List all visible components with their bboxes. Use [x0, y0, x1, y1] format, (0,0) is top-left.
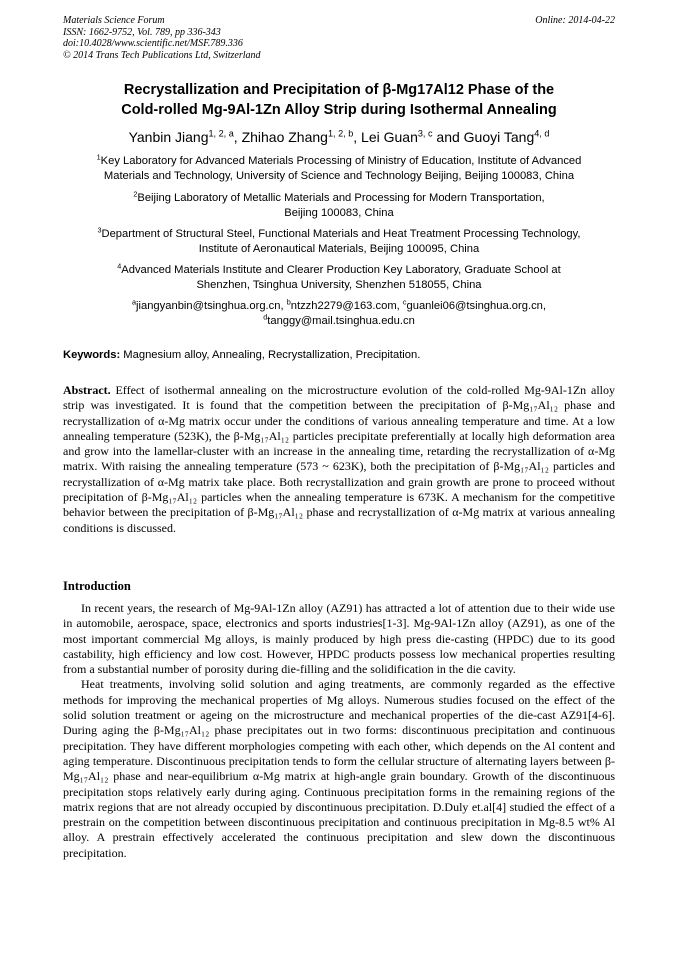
keywords-text: Magnesium alloy, Annealing, Recrystallization, Precipitation.: [120, 349, 421, 361]
author-list: [60, 128, 618, 146]
journal-header: [63, 15, 615, 61]
affiliation-sup: 1: [96, 152, 101, 162]
journal-copyright: © 2014 Trans Tech Publications Ltd, Switzerland: [63, 49, 261, 61]
author-affil-sup: 4, d: [534, 128, 550, 139]
email-sup: b: [286, 297, 291, 307]
email-sup: c: [402, 297, 407, 307]
email-link[interactable]: ntzzh2279@163.com,: [290, 300, 403, 312]
author-name: Zhihao Zhang: [241, 129, 328, 145]
keywords-label: Keywords:: [63, 349, 121, 361]
paper-title: [60, 80, 618, 120]
affiliation-sup: 3: [97, 225, 102, 235]
email-link[interactable]: guanlei06@tsinghua.org.cn,: [406, 300, 547, 312]
affiliation-line: Department of Structural Steel, Functional Materials and Heat Treatment Processing Technology,: [101, 228, 581, 240]
introduction-paragraph-1: In recent years, the research of Mg-9Al-1Zn alloy (AZ91) has attracted a lot of attention due to their wide use in automobile, aerospace, space, electronics and sports industries[1-3]. Mg-9Al-1Zn alloy (AZ91), as one of the most important commercial Mg alloys, is mainly produced by high press die-casting (HPDC) due to its good castability, high efficiency and low cost. However, HPDC products possess low mechanical properties resulting from a substantial number of porosity during die-filling and the solidification in the die cavity.: [63, 601, 615, 677]
introduction-body: [63, 601, 615, 861]
author-name: Guoyi Tang: [463, 129, 535, 145]
journal-issn: ISSN: 1662-9752, Vol. 789, pp 336-343: [63, 26, 221, 38]
author-separator: and: [432, 129, 464, 145]
affiliation-line: Key Laboratory for Advanced Materials Processing of Ministry of Education, Institute of Advanced: [100, 155, 582, 167]
author-affil-sup: 1, 2, a: [208, 128, 234, 139]
affiliation-line: Materials and Technology, University of Science and Technology Beijing, Beijing 100083, China: [103, 170, 575, 182]
abstract-label: Abstract.: [63, 383, 111, 397]
affiliation-line: Institute of Aeronautical Materials, Beijing 100095, China: [198, 243, 480, 255]
online-date: Online: 2014-04-22: [535, 15, 615, 26]
title-line-2: Cold-rolled Mg-9Al-1Zn Alloy Strip during Isothermal Annealing: [121, 102, 557, 118]
affiliation-sup: 4: [117, 261, 122, 271]
email-sup: d: [263, 312, 268, 322]
author-separator: ,: [233, 129, 242, 145]
affiliation-line: Advanced Materials Institute and Clearer Production Key Laboratory, Graduate School at: [121, 264, 561, 276]
abstract-text: Effect of isothermal annealing on the microstructure evolution of the cold-rolled Mg-9Al-1Zn alloy strip was investigated. It is found that the competition between the precipitation of β-Mg₁₇Al₁₂ phase and recrystallization of α-Mg matrix occur under the conditions of various annealing temperature and time. At a low annealing temperature (523K), the β-Mg₁₇Al₁₂ particles precipitate preferentially at locally high deformation area and grow into the lamellar-cluster with an increase in the annealing time, retarding the recrystallization of α-Mg matrix. With raising the annealing temperature (573 ~ 623K), both the precipitation of β-Mg₁₇Al₁₂ particles and recrystallization of α-Mg matrix take place. Both recrystallization and grain growth are prone to proceed without precipitation of β-Mg₁₇Al₁₂ particles when the annealing temperature is 673K. A mechanism for the competitive behavior between the precipitation of β-Mg₁₇Al₁₂ phase and recrystallization of α-Mg matrix at various annealing conditions is discussed.: [63, 383, 615, 535]
journal-doi: doi:10.4028/www.scientific.net/MSF.789.336: [63, 38, 243, 49]
keywords: [63, 348, 615, 363]
author-affil-sup: 3, c: [417, 128, 433, 139]
introduction-heading: Introduction: [63, 579, 131, 593]
affiliation-line: Beijing 100083, China: [284, 207, 394, 219]
affiliation-1: [62, 154, 616, 184]
email-link[interactable]: jiangyanbin@tsinghua.org.cn,: [136, 300, 287, 312]
affiliation-line: Beijing Laboratory of Metallic Materials and Processing for Modern Transportation,: [137, 192, 545, 204]
author-separator: ,: [353, 129, 362, 145]
abstract: [63, 383, 615, 536]
title-line-1: Recrystallization and Precipitation of β-Mg17Al12 Phase of the: [123, 82, 555, 98]
author-name: Yanbin Jiang: [128, 129, 209, 145]
affiliation-4: [62, 263, 616, 293]
affiliation-3: [62, 227, 616, 257]
author-affil-sup: 1, 2, b: [327, 128, 354, 139]
affiliation-sup: 2: [133, 189, 138, 199]
author-emails: [62, 299, 616, 329]
introduction-paragraph-2: Heat treatments, involving solid solution and aging treatments, are commonly regarded as the effective methods for improving the mechanical properties of Mg alloys. Numerous studies focused on the effect of the solid solution treatment or ageing on the microstructure and mechanical properties of the die-cast AZ91[4-6]. During aging the β-Mg₁₇Al₁₂ phase precipitates out in two forms: discontinuous precipitation and continuous precipitation. They have different morphologies competing with each other, which depends on the Al content and aging temperature. Discontinuous precipitation tends to form the cellular structure of alternating layers between β-Mg₁₇Al₁₂ phase and near-equilibrium α-Mg matrix at high-angle grain boundary. Growth of the discontinuous precipitation stops relatively early during aging. Continuous precipitation forms in the remaining regions of the matrix regions that are not already occupied by discontinuous precipitation. D.Duly et.al[4] studied the effect of a prestrain on the competition between discontinuous precipitation and continuous precipitation in Mg-8.5 wt% Al alloy. A prestrain effectively accelerated the continuous precipitation and slew down the discontinuous precipitation.: [63, 677, 615, 860]
affiliation-line: Shenzhen, Tsinghua University, Shenzhen 518055, China: [196, 279, 482, 291]
journal-name: Materials Science Forum: [63, 15, 165, 26]
affiliation-2: [62, 191, 616, 221]
email-link[interactable]: tanggy@mail.tsinghua.edu.cn: [267, 315, 415, 327]
author-name: Lei Guan: [361, 129, 418, 145]
email-sup: a: [131, 297, 137, 307]
